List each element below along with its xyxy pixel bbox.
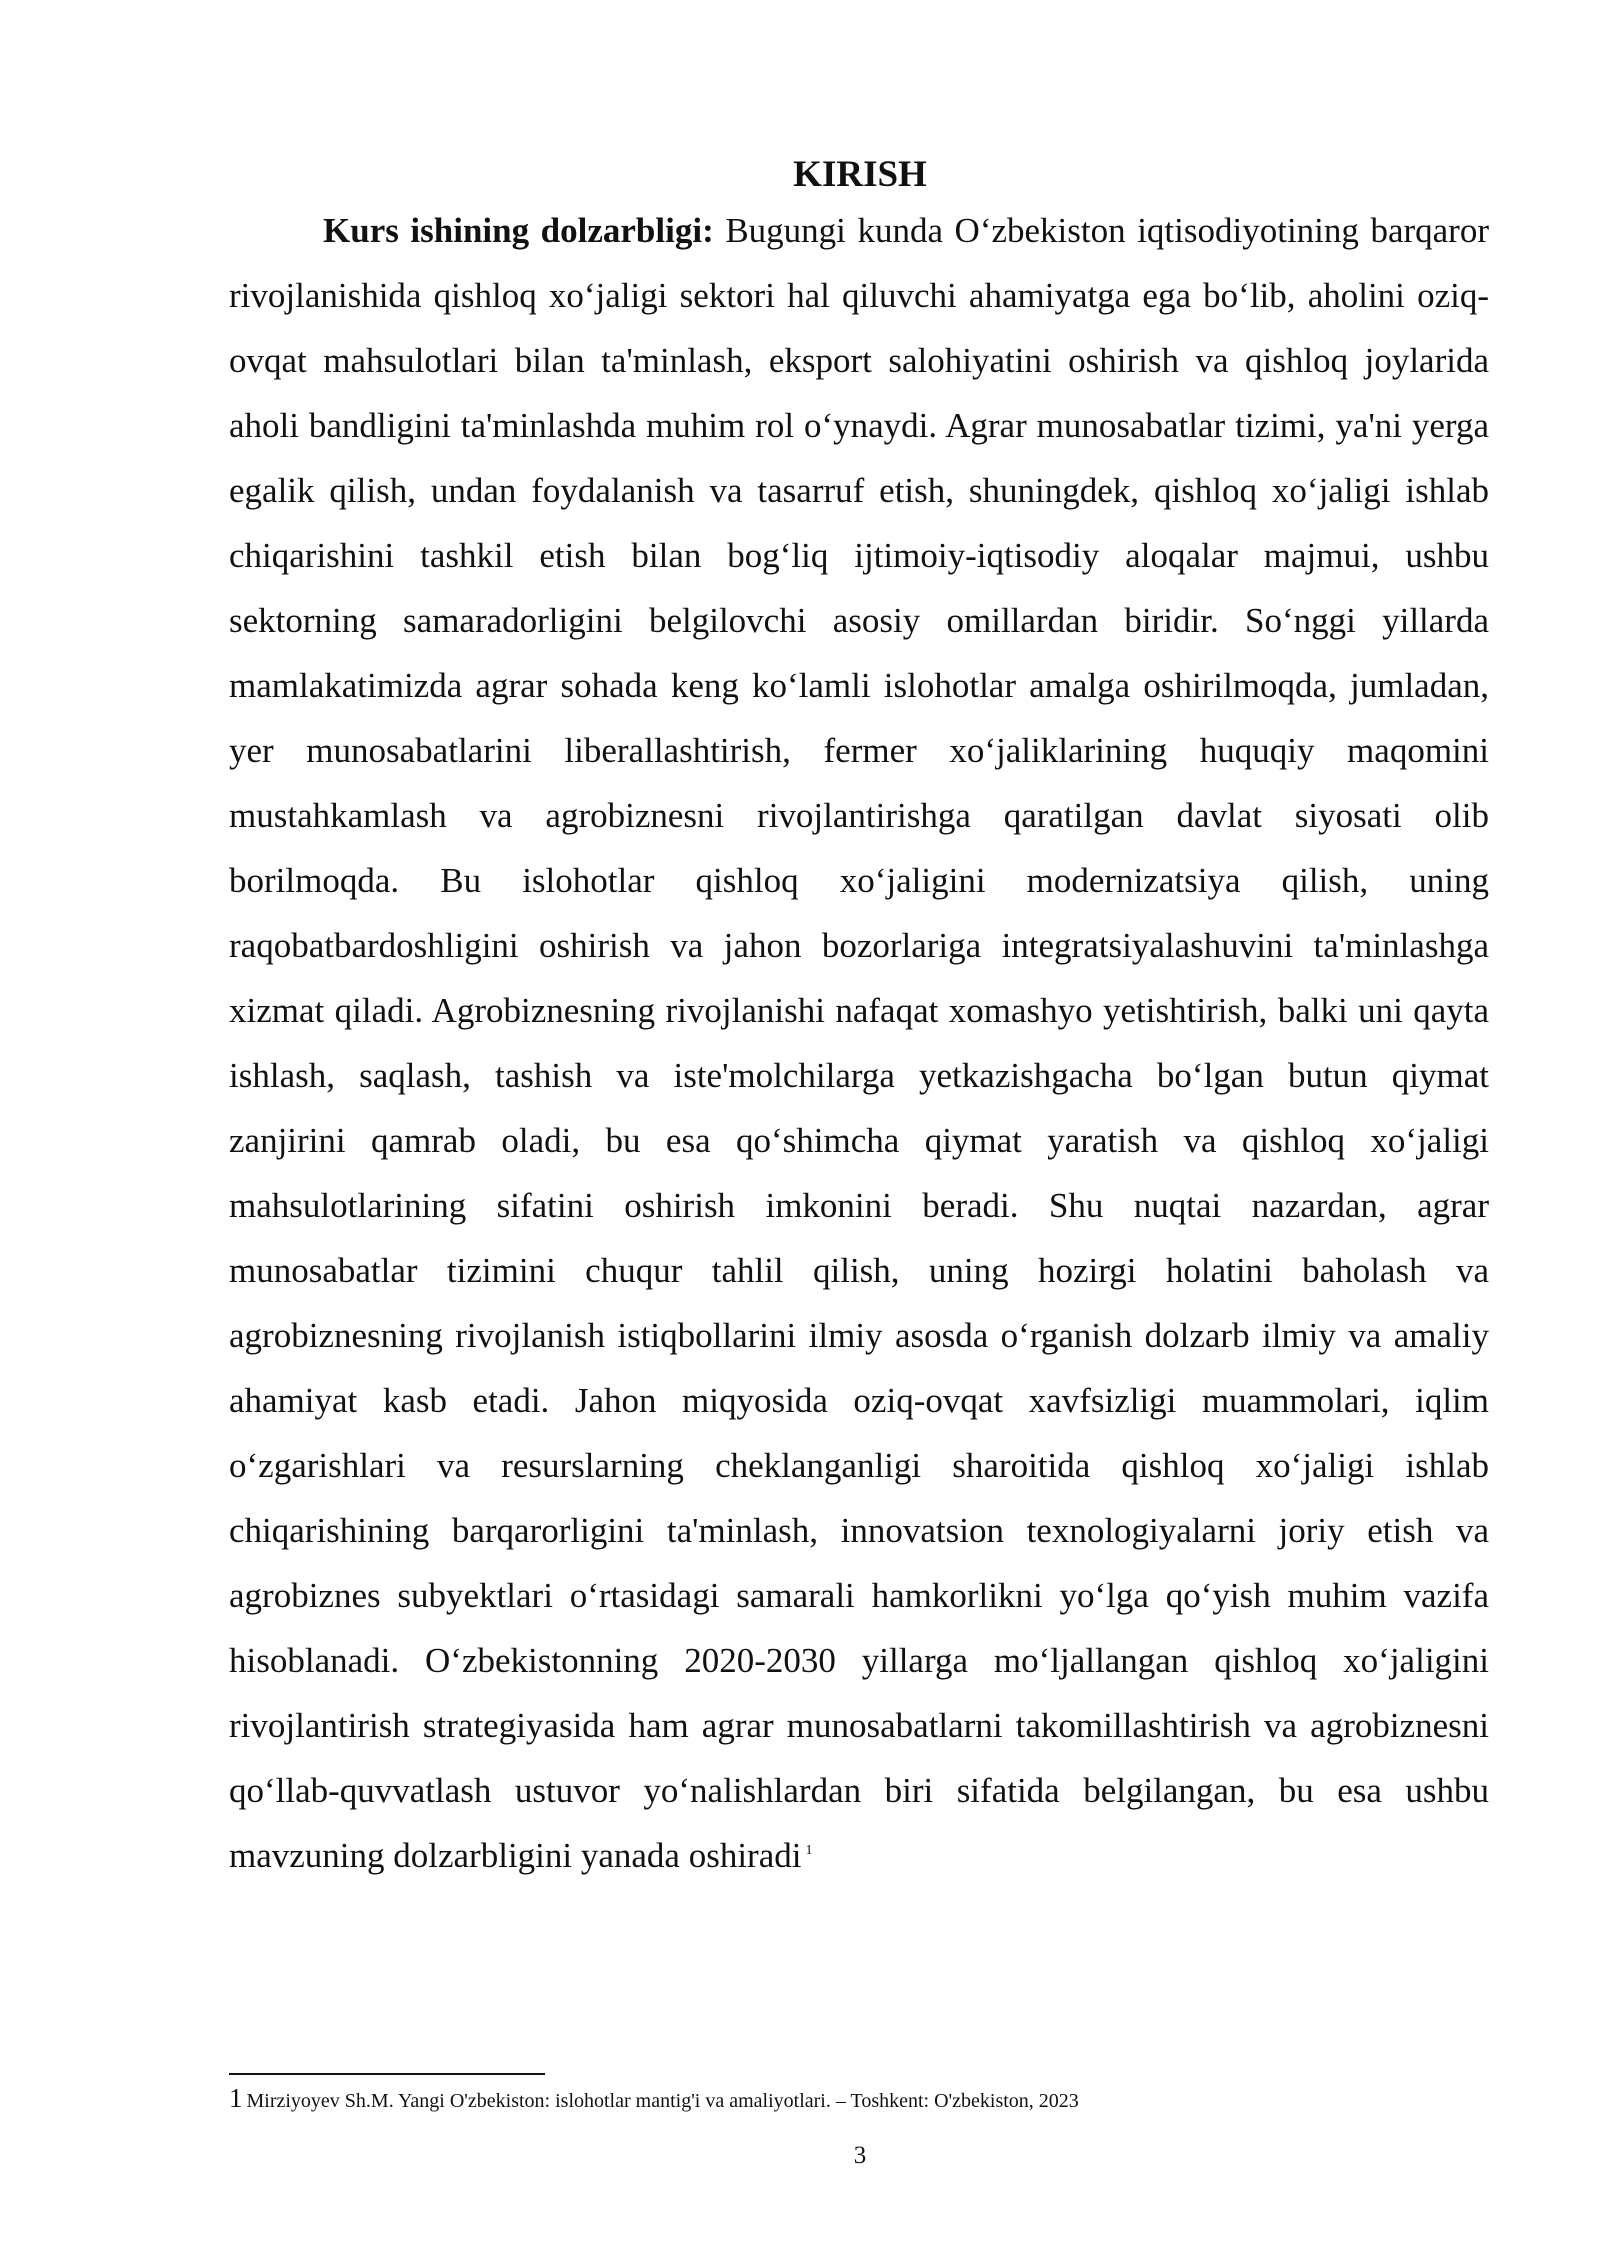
body-paragraph	[229, 198, 1489, 1888]
section-heading: KIRISH	[793, 154, 927, 195]
paragraph-text: Bugungi kunda O‘zbekiston iqtisodiyotining barqaror rivojlanishida qishloq xo‘jaligi sektori hal qiluvchi ahamiyatga ega bo‘lib, aholini oziq-ovqat mahsulotlari bilan ta'minlash, eksport salohiyatini oshirish va qishloq joylarida aholi bandligini ta'minlashda muhim rol o‘ynaydi. Agrar munosabatlar tizimi, ya'ni yerga egalik qilish, undan foydalanish va tasarruf etish, shuningdek, qishloq xo‘jaligi ishlab chiqarishini tashkil etish bilan bog‘liq ijtimoiy-iqtisodiy aloqalar majmui, ushbu sektorning samaradorligini belgilovchi asosiy omillardan biridir. So‘nggi yillarda mamlakatimizda agrar sohada keng ko‘lamli islohotlar amalga oshirilmoqda, jumladan, yer munosabatlarini liberallashtirish, fermer xo‘jaliklarining huquqiy maqomini mustahkamlash va agrobiznesni rivojlantirishga qaratilgan davlat siyosati olib borilmoqda. Bu islohotlar qishloq xo‘jaligini modernizatsiya qilish, uning raqobatbardoshligini oshirish va jahon bozorlariga integratsiyalashuvini ta'minlashga xizmat qiladi. Agrobiznesning rivojlanishi nafaqat xomashyo yetishtirish, balki uni qayta ishlash, saqlash, tashish va iste'molchilarga yetkazishgacha bo‘lgan butun qiymat zanjirini qamrab oladi, bu esa qo‘shimcha qiymat yaratish va qishloq xo‘jaligi mahsulotlarining sifatini oshirish imkonini beradi. Shu nuqtai nazardan, agrar munosabatlar tizimini chuqur tahlil qilish, uning hozirgi holatini baholash va agrobiznesning rivojlanish istiqbollarini ilmiy asosda o‘rganish dolzarb ilmiy va amaliy ahamiyat kasb etadi. Jahon miqyosida oziq-ovqat xavfsizligi muammolari, iqlim o‘zgarishlari va resurslarning cheklanganligi sharoitida qishloq xo‘jaligi ishlab chiqarishining barqarorligini ta'minlash, innovatsion texnologiyalarni joriy etish va agrobiznes subyektlari o‘rtasidagi samarali hamkorlikni yo‘lga qo‘yish muhim vazifa hisoblanadi. O‘zbekistonning 2020-2030 yillarga mo‘ljallangan qishloq xo‘jaligini rivojlantirish strategiyasida ham agrar munosabatlarni takomillashtirish va agrobiznesni qo‘llab-quvvatlash ustuvor yo‘nalishlardan biri sifatida belgilangan, bu esa ushbu mavzuning dolzarbligini yanada oshiradi	[229, 211, 1489, 1875]
footnote-number: 1	[229, 2083, 243, 2113]
footnote-text: Mirziyoyev Sh.M. Yangi O'zbekiston: islohotlar mantig'i va amaliyotlari. – Toshkent: O'zbekiston, 2023	[246, 2090, 1079, 2112]
paragraph-lead: Kurs ishining dolzarbligi:	[323, 211, 714, 250]
page-number: 3	[853, 2142, 867, 2169]
footnote-separator	[229, 2073, 545, 2075]
footnote	[229, 2084, 1489, 2115]
footnote-reference[interactable]: 1	[805, 1843, 813, 1859]
